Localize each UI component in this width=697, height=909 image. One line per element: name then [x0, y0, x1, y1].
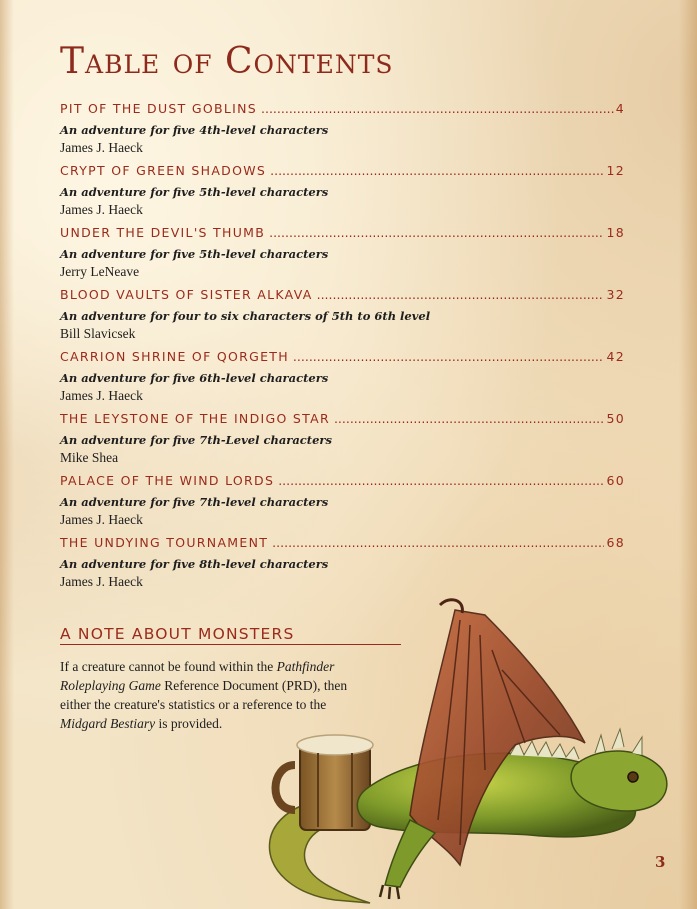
dragon-with-tankard-illustration	[240, 595, 680, 905]
dot-leader	[293, 349, 605, 364]
dot-leader	[317, 287, 605, 302]
toc-entry-title[interactable]: UNDER THE DEVIL'S THUMB	[60, 225, 266, 240]
toc-entry[interactable]	[60, 349, 625, 411]
note-text: is provided.	[155, 716, 223, 731]
toc-entry-page[interactable]: 18	[606, 225, 625, 240]
toc-entry-description: An adventure for five 7th-level characters	[60, 495, 329, 509]
toc-entry[interactable]	[60, 101, 625, 163]
toc-entry-title-row[interactable]	[60, 535, 625, 555]
toc-entry-title-row[interactable]	[60, 101, 625, 121]
toc-entry-title[interactable]: CRYPT OF GREEN SHADOWS	[60, 163, 267, 178]
toc-entry-title[interactable]: THE LEYSTONE OF THE INDIGO STAR	[60, 411, 330, 426]
toc-entry[interactable]	[60, 225, 625, 287]
toc-entry-author: James J. Haeck	[60, 140, 143, 155]
note-text: Reference Document (PRD), then either the creature's statistics or a reference to the	[60, 678, 348, 712]
dot-leader	[270, 163, 604, 178]
toc-entry-description: An adventure for five 5th-level characters	[60, 185, 329, 199]
toc-entry-page[interactable]: 68	[606, 535, 625, 550]
note-italic-bestiary: Midgard Bestiary	[60, 716, 156, 731]
toc-entry-title[interactable]: CARRION SHRINE OF QORGETH	[60, 349, 289, 364]
note-heading: A NOTE ABOUT MONSTERS	[60, 625, 401, 645]
toc-entry-page[interactable]: 50	[606, 411, 625, 426]
toc-entry-title[interactable]: BLOOD VAULTS OF SISTER ALKAVA	[60, 287, 313, 302]
dot-leader	[261, 101, 614, 116]
toc-entry-page[interactable]: 60	[606, 473, 625, 488]
toc-entry-title[interactable]: PALACE OF THE WIND LORDS	[60, 473, 275, 488]
toc-entry-description: An adventure for five 4th-level characters	[60, 123, 329, 137]
toc-entry-title-row[interactable]	[60, 163, 625, 183]
dot-leader	[269, 225, 604, 240]
toc-entry-author: James J. Haeck	[60, 512, 143, 527]
dot-leader	[334, 411, 605, 426]
toc-entry[interactable]	[60, 163, 625, 225]
toc-entry[interactable]	[60, 411, 625, 473]
toc-entry-title-row[interactable]	[60, 349, 625, 369]
dragon-eye	[628, 772, 638, 782]
toc-entry-description: An adventure for five 5th-level characters	[60, 247, 329, 261]
toc-entry-author: James J. Haeck	[60, 388, 143, 403]
parchment-edge-right	[679, 0, 697, 909]
toc-entry-title-row[interactable]	[60, 225, 625, 245]
toc-entry[interactable]	[60, 535, 625, 597]
toc-entry-author: James J. Haeck	[60, 574, 143, 589]
page-number: 3	[655, 853, 666, 871]
dot-leader	[272, 535, 604, 550]
toc-entry[interactable]	[60, 287, 625, 349]
toc-entry-description: An adventure for five 6th-level characters	[60, 371, 329, 385]
parchment-edge-left	[0, 0, 14, 909]
dot-leader	[278, 473, 604, 488]
toc-entry-title[interactable]: THE UNDYING TOURNAMENT	[60, 535, 269, 550]
note-text: If a creature cannot be found within the	[60, 659, 277, 674]
page-title: Table of Contents	[60, 41, 394, 82]
toc-entry-page[interactable]: 4	[615, 101, 625, 116]
toc-entry-author: James J. Haeck	[60, 202, 143, 217]
note-italic-pathfinder: Pathfinder Roleplaying Game	[60, 659, 335, 693]
toc-entry[interactable]	[60, 473, 625, 535]
table-of-contents	[60, 101, 625, 597]
toc-entry-author: Bill Slavicsek	[60, 326, 136, 341]
dragon-leg	[385, 820, 435, 887]
toc-entry-author: Jerry LeNeave	[60, 264, 140, 279]
toc-entry-description: An adventure for five 7th-Level characters	[60, 433, 332, 447]
toc-entry-title-row[interactable]	[60, 473, 625, 493]
toc-entry-title-row[interactable]	[60, 287, 625, 307]
toc-entry-title[interactable]: PIT OF THE DUST GOBLINS	[60, 101, 257, 116]
toc-entry-author: Mike Shea	[60, 450, 119, 465]
toc-entry-page[interactable]: 32	[606, 287, 625, 302]
toc-entry-page[interactable]: 42	[606, 349, 625, 364]
toc-entry-description: An adventure for four to six characters of 5th to 6th level	[60, 309, 431, 323]
toc-entry-title-row[interactable]	[60, 411, 625, 431]
toc-entry-description: An adventure for five 8th-level characters	[60, 557, 329, 571]
toc-entry-page[interactable]: 12	[606, 163, 625, 178]
